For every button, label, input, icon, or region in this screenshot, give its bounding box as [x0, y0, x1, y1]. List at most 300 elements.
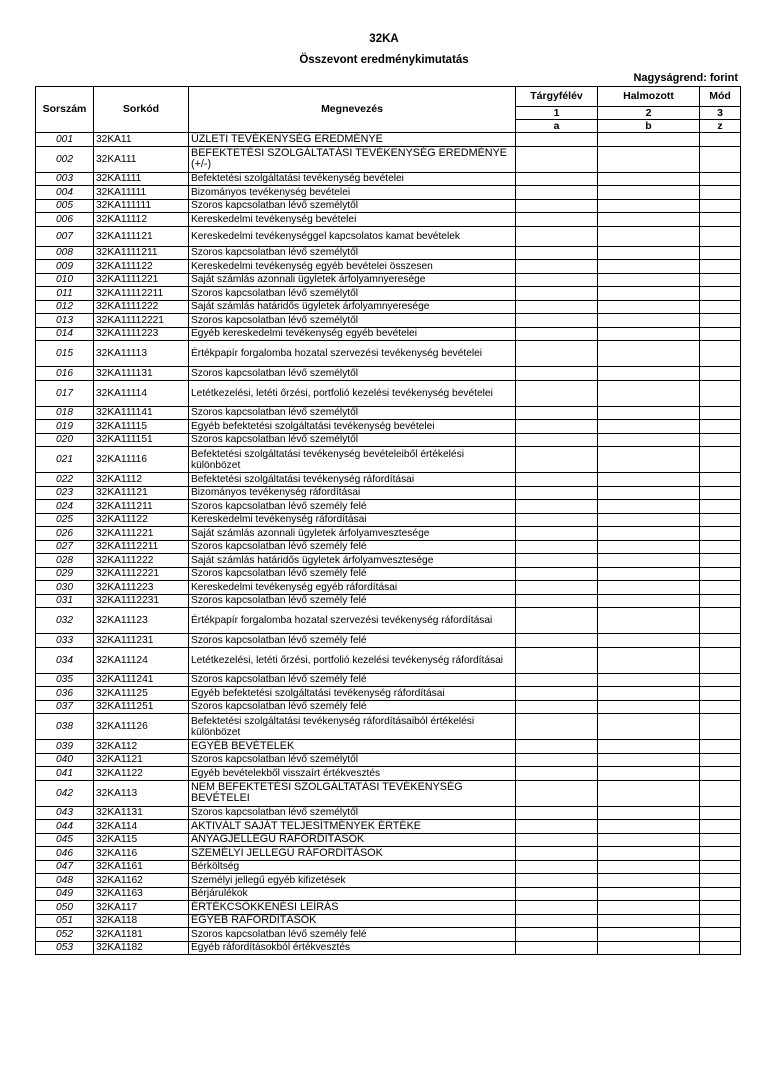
cell-mod — [700, 594, 741, 608]
cell-halmozott — [598, 860, 700, 874]
cell-halmozott — [598, 874, 700, 888]
table-row — [36, 874, 741, 888]
cell-mod — [700, 928, 741, 942]
cell-targyfelev — [516, 314, 598, 328]
cell-mod — [700, 287, 741, 301]
cell-targyfelev — [516, 327, 598, 341]
row-code: 32KA11114 — [94, 380, 189, 406]
row-code: 32KA11125 — [94, 687, 189, 701]
cell-mod — [700, 367, 741, 381]
cell-halmozott — [598, 673, 700, 687]
row-number: 006 — [36, 213, 94, 227]
table-row — [36, 433, 741, 447]
row-code: 32KA1161 — [94, 860, 189, 874]
cell-halmozott — [598, 473, 700, 487]
row-name: Bizományos tevékenység bevételei — [189, 186, 516, 200]
cell-mod — [700, 820, 741, 834]
table-row — [36, 226, 741, 246]
row-code: 32KA1163 — [94, 887, 189, 901]
row-name: Szoros kapcsolatban lévő személy felé — [189, 567, 516, 581]
table-row — [36, 300, 741, 314]
cell-halmozott — [598, 753, 700, 767]
row-number: 032 — [36, 608, 94, 634]
row-number: 001 — [36, 133, 94, 147]
row-name: Személyi jellegű egyéb kifizetések — [189, 874, 516, 888]
cell-mod — [700, 273, 741, 287]
cell-mod — [700, 327, 741, 341]
row-code: 32KA11115 — [94, 420, 189, 434]
cell-targyfelev — [516, 700, 598, 714]
row-name: Bérköltség — [189, 860, 516, 874]
cell-targyfelev — [516, 608, 598, 634]
cell-mod — [700, 780, 741, 806]
unit-label: Nagyságrend: forint — [633, 72, 738, 84]
cell-targyfelev — [516, 914, 598, 928]
table-row — [36, 473, 741, 487]
cell-halmozott — [598, 213, 700, 227]
cell-halmozott — [598, 941, 700, 955]
cell-mod — [700, 740, 741, 754]
row-number: 012 — [36, 300, 94, 314]
row-number: 041 — [36, 767, 94, 781]
row-code: 32KA112 — [94, 740, 189, 754]
table-row — [36, 780, 741, 806]
table-row — [36, 673, 741, 687]
cell-mod — [700, 186, 741, 200]
cell-targyfelev — [516, 172, 598, 186]
cell-targyfelev — [516, 567, 598, 581]
row-number: 020 — [36, 433, 94, 447]
table-row — [36, 341, 741, 367]
row-name: EGYÉB BEVÉTELEK — [189, 740, 516, 754]
row-code: 32KA111211 — [94, 500, 189, 514]
cell-mod — [700, 133, 741, 147]
row-name: Befektetési szolgáltatási tevékenység bevételeiből értékelési különbözet — [189, 447, 516, 473]
row-code: 32KA111 — [94, 146, 189, 172]
table-row — [36, 914, 741, 928]
row-number: 035 — [36, 673, 94, 687]
row-name: Befektetési szolgáltatási tevékenység ráfordításai — [189, 473, 516, 487]
row-code: 32KA111131 — [94, 367, 189, 381]
cell-halmozott — [598, 246, 700, 260]
row-number: 044 — [36, 820, 94, 834]
row-number: 023 — [36, 486, 94, 500]
row-number: 015 — [36, 341, 94, 367]
cell-halmozott — [598, 806, 700, 820]
cell-targyfelev — [516, 213, 598, 227]
cell-mod — [700, 527, 741, 541]
cell-mod — [700, 314, 741, 328]
cell-mod — [700, 172, 741, 186]
cell-mod — [700, 941, 741, 955]
table-row — [36, 901, 741, 915]
row-number: 017 — [36, 380, 94, 406]
row-name: Letétkezelési, letéti őrzési, portfolió kezelési tevékenység bevételei — [189, 380, 516, 406]
row-number: 033 — [36, 634, 94, 648]
row-name: Értékpapír forgalomba hozatal szervezési tevékenység ráfordításai — [189, 608, 516, 634]
cell-targyfelev — [516, 554, 598, 568]
cell-halmozott — [598, 133, 700, 147]
row-name: Bizományos tevékenység ráfordításai — [189, 486, 516, 500]
cell-halmozott — [598, 500, 700, 514]
row-code: 32KA11112221 — [94, 314, 189, 328]
row-name: Szoros kapcsolatban lévő személy felé — [189, 928, 516, 942]
row-number: 051 — [36, 914, 94, 928]
cell-mod — [700, 246, 741, 260]
row-number: 042 — [36, 780, 94, 806]
cell-mod — [700, 673, 741, 687]
cell-halmozott — [598, 700, 700, 714]
row-name: Szoros kapcsolatban lévő személy felé — [189, 634, 516, 648]
table-row — [36, 500, 741, 514]
report-title: Összevont eredménykimutatás — [299, 54, 469, 66]
table-row — [36, 634, 741, 648]
row-name: Szoros kapcsolatban lévő személytől — [189, 246, 516, 260]
row-number: 037 — [36, 700, 94, 714]
cell-mod — [700, 226, 741, 246]
cell-halmozott — [598, 714, 700, 740]
cell-halmozott — [598, 186, 700, 200]
cell-mod — [700, 806, 741, 820]
row-code: 32KA111222 — [94, 554, 189, 568]
row-name: BEFEKTETÉSI SZOLGÁLTATÁSI TEVÉKENYSÉG EREDMÉNYE (+/-) — [189, 146, 516, 172]
cell-targyfelev — [516, 447, 598, 473]
row-number: 002 — [36, 146, 94, 172]
row-number: 011 — [36, 287, 94, 301]
cell-halmozott — [598, 420, 700, 434]
row-number: 039 — [36, 740, 94, 754]
row-code: 32KA1181 — [94, 928, 189, 942]
table-row — [36, 753, 741, 767]
row-name: Saját számlás határidős ügyletek árfolyamvesztesége — [189, 554, 516, 568]
cell-mod — [700, 146, 741, 172]
row-code: 32KA111241 — [94, 673, 189, 687]
row-code: 32KA116 — [94, 847, 189, 861]
cell-targyfelev — [516, 486, 598, 500]
row-name: Szoros kapcsolatban lévő személytől — [189, 287, 516, 301]
cell-mod — [700, 341, 741, 367]
row-code: 32KA11113 — [94, 341, 189, 367]
row-number: 007 — [36, 226, 94, 246]
table-row — [36, 820, 741, 834]
cell-halmozott — [598, 146, 700, 172]
row-name: Szoros kapcsolatban lévő személytől — [189, 806, 516, 820]
table-row — [36, 887, 741, 901]
cell-halmozott — [598, 300, 700, 314]
row-number: 010 — [36, 273, 94, 287]
cell-halmozott — [598, 341, 700, 367]
cell-halmozott — [598, 594, 700, 608]
row-code: 32KA11122 — [94, 513, 189, 527]
row-number: 048 — [36, 874, 94, 888]
cell-halmozott — [598, 513, 700, 527]
row-number: 004 — [36, 186, 94, 200]
cell-targyfelev — [516, 634, 598, 648]
row-name: Szoros kapcsolatban lévő személy felé — [189, 500, 516, 514]
row-code: 32KA1112211 — [94, 540, 189, 554]
cell-targyfelev — [516, 133, 598, 147]
row-code: 32KA1111222 — [94, 300, 189, 314]
row-number: 028 — [36, 554, 94, 568]
table-row — [36, 380, 741, 406]
cell-mod — [700, 581, 741, 595]
header-halmozott: Halmozott — [598, 87, 700, 107]
row-code: 32KA111223 — [94, 581, 189, 595]
cell-halmozott — [598, 486, 700, 500]
row-code: 32KA1112231 — [94, 594, 189, 608]
cell-halmozott — [598, 833, 700, 847]
row-name: Szoros kapcsolatban lévő személy felé — [189, 700, 516, 714]
table-row — [36, 767, 741, 781]
cell-targyfelev — [516, 687, 598, 701]
table-row — [36, 246, 741, 260]
row-name: Egyéb ráfordításokból értékvesztés — [189, 941, 516, 955]
row-name: Értékpapír forgalomba hozatal szervezési tevékenység bevételei — [189, 341, 516, 367]
header-num-1: 1 — [516, 107, 598, 120]
cell-targyfelev — [516, 673, 598, 687]
row-code: 32KA111251 — [94, 700, 189, 714]
cell-targyfelev — [516, 780, 598, 806]
cell-halmozott — [598, 608, 700, 634]
table-row — [36, 367, 741, 381]
row-code: 32KA111221 — [94, 527, 189, 541]
cell-mod — [700, 513, 741, 527]
row-name: EGYÉB RÁFORDÍTÁSOK — [189, 914, 516, 928]
table-row — [36, 314, 741, 328]
cell-targyfelev — [516, 860, 598, 874]
row-code: 32KA11 — [94, 133, 189, 147]
row-number: 016 — [36, 367, 94, 381]
row-name: Szoros kapcsolatban lévő személytől — [189, 406, 516, 420]
row-code: 32KA1112221 — [94, 567, 189, 581]
header-letter-a: a — [516, 120, 598, 133]
cell-mod — [700, 500, 741, 514]
table-row — [36, 581, 741, 595]
cell-mod — [700, 647, 741, 673]
cell-halmozott — [598, 780, 700, 806]
cell-targyfelev — [516, 420, 598, 434]
row-name: Szoros kapcsolatban lévő személy felé — [189, 673, 516, 687]
row-code: 32KA1162 — [94, 874, 189, 888]
row-name: Befektetési szolgáltatási tevékenység bevételei — [189, 172, 516, 186]
table-row — [36, 740, 741, 754]
cell-mod — [700, 213, 741, 227]
row-number: 049 — [36, 887, 94, 901]
row-code: 32KA1111223 — [94, 327, 189, 341]
cell-targyfelev — [516, 500, 598, 514]
table-row — [36, 554, 741, 568]
row-number: 031 — [36, 594, 94, 608]
cell-mod — [700, 833, 741, 847]
cell-mod — [700, 406, 741, 420]
table-row — [36, 860, 741, 874]
row-code: 32KA1131 — [94, 806, 189, 820]
table-row — [36, 714, 741, 740]
table-row — [36, 847, 741, 861]
row-name: SZEMÉLYI JELLEGŰ RÁFORDÍTÁSOK — [189, 847, 516, 861]
row-name: Saját számlás határidős ügyletek árfolyamnyeresége — [189, 300, 516, 314]
cell-targyfelev — [516, 367, 598, 381]
cell-targyfelev — [516, 199, 598, 213]
row-code: 32KA118 — [94, 914, 189, 928]
table-row — [36, 146, 741, 172]
row-code: 32KA1112 — [94, 473, 189, 487]
row-number: 022 — [36, 473, 94, 487]
table-row — [36, 186, 741, 200]
row-number: 036 — [36, 687, 94, 701]
cell-halmozott — [598, 406, 700, 420]
header-num-3: 3 — [700, 107, 741, 120]
table-row — [36, 133, 741, 147]
cell-mod — [700, 700, 741, 714]
table-row — [36, 540, 741, 554]
row-number: 005 — [36, 199, 94, 213]
table-row — [36, 260, 741, 274]
cell-mod — [700, 447, 741, 473]
cell-mod — [700, 380, 741, 406]
row-name: Szoros kapcsolatban lévő személytől — [189, 199, 516, 213]
header-targyfelev: Tárgyfélév — [516, 87, 598, 107]
row-number: 003 — [36, 172, 94, 186]
cell-targyfelev — [516, 820, 598, 834]
header-sorkod: Sorkód — [94, 87, 189, 133]
table-row — [36, 833, 741, 847]
cell-mod — [700, 420, 741, 434]
table-row — [36, 806, 741, 820]
cell-targyfelev — [516, 513, 598, 527]
cell-halmozott — [598, 928, 700, 942]
row-name: Befektetési szolgáltatási tevékenység ráfordításaiból értékelési különbözet — [189, 714, 516, 740]
header-sorszam: Sorszám — [36, 87, 94, 133]
row-code: 32KA111122 — [94, 260, 189, 274]
cell-halmozott — [598, 172, 700, 186]
row-code: 32KA115 — [94, 833, 189, 847]
cell-targyfelev — [516, 928, 598, 942]
cell-halmozott — [598, 540, 700, 554]
table-row — [36, 406, 741, 420]
cell-targyfelev — [516, 186, 598, 200]
row-number: 045 — [36, 833, 94, 847]
cell-targyfelev — [516, 433, 598, 447]
row-code: 32KA11126 — [94, 714, 189, 740]
cell-mod — [700, 300, 741, 314]
cell-targyfelev — [516, 767, 598, 781]
cell-halmozott — [598, 767, 700, 781]
row-name: ÜZLETI TEVÉKENYSÉG EREDMÉNYE — [189, 133, 516, 147]
row-code: 32KA11116 — [94, 447, 189, 473]
cell-mod — [700, 847, 741, 861]
cell-halmozott — [598, 887, 700, 901]
row-name: Kereskedelmi tevékenység bevételei — [189, 213, 516, 227]
cell-targyfelev — [516, 406, 598, 420]
table-row — [36, 527, 741, 541]
cell-halmozott — [598, 687, 700, 701]
cell-halmozott — [598, 367, 700, 381]
cell-halmozott — [598, 226, 700, 246]
row-code: 32KA11123 — [94, 608, 189, 634]
cell-halmozott — [598, 260, 700, 274]
income-statement-table — [35, 86, 741, 955]
row-name: Kereskedelmi tevékenység egyéb bevételei összesen — [189, 260, 516, 274]
row-name: Szoros kapcsolatban lévő személytől — [189, 753, 516, 767]
row-code: 32KA1111 — [94, 172, 189, 186]
cell-mod — [700, 687, 741, 701]
row-number: 047 — [36, 860, 94, 874]
cell-mod — [700, 540, 741, 554]
cell-mod — [700, 714, 741, 740]
cell-targyfelev — [516, 581, 598, 595]
cell-mod — [700, 433, 741, 447]
row-number: 043 — [36, 806, 94, 820]
row-number: 030 — [36, 581, 94, 595]
cell-halmozott — [598, 554, 700, 568]
cell-targyfelev — [516, 740, 598, 754]
cell-halmozott — [598, 581, 700, 595]
row-name: Saját számlás azonnali ügyletek árfolyamvesztesége — [189, 527, 516, 541]
table-row — [36, 213, 741, 227]
cell-mod — [700, 486, 741, 500]
cell-targyfelev — [516, 341, 598, 367]
cell-mod — [700, 608, 741, 634]
cell-halmozott — [598, 901, 700, 915]
row-code: 32KA1122 — [94, 767, 189, 781]
table-row — [36, 687, 741, 701]
cell-targyfelev — [516, 647, 598, 673]
row-code: 32KA111151 — [94, 433, 189, 447]
cell-targyfelev — [516, 540, 598, 554]
cell-targyfelev — [516, 806, 598, 820]
table-row — [36, 941, 741, 955]
row-name: Kereskedelmi tevékenység egyéb ráfordításai — [189, 581, 516, 595]
row-number: 029 — [36, 567, 94, 581]
cell-targyfelev — [516, 714, 598, 740]
cell-targyfelev — [516, 226, 598, 246]
row-name: Szoros kapcsolatban lévő személy felé — [189, 540, 516, 554]
row-code: 32KA1111211 — [94, 246, 189, 260]
row-code: 32KA111111 — [94, 199, 189, 213]
cell-mod — [700, 473, 741, 487]
row-number: 040 — [36, 753, 94, 767]
row-number: 024 — [36, 500, 94, 514]
cell-targyfelev — [516, 260, 598, 274]
cell-targyfelev — [516, 887, 598, 901]
row-number: 038 — [36, 714, 94, 740]
row-name: AKTIVÁLT SAJÁT TELJESÍTMÉNYEK ÉRTÉKE — [189, 820, 516, 834]
table-body — [36, 133, 741, 955]
row-number: 021 — [36, 447, 94, 473]
cell-mod — [700, 860, 741, 874]
row-number: 053 — [36, 941, 94, 955]
cell-mod — [700, 914, 741, 928]
cell-mod — [700, 874, 741, 888]
row-code: 32KA11112211 — [94, 287, 189, 301]
row-code: 32KA113 — [94, 780, 189, 806]
table-row — [36, 287, 741, 301]
table-row — [36, 486, 741, 500]
cell-targyfelev — [516, 753, 598, 767]
cell-halmozott — [598, 327, 700, 341]
cell-mod — [700, 554, 741, 568]
row-name: Egyéb befektetési szolgáltatási tevékenység bevételei — [189, 420, 516, 434]
row-name: Kereskedelmi tevékenységgel kapcsolatos kamat bevételek — [189, 226, 516, 246]
row-number: 027 — [36, 540, 94, 554]
cell-targyfelev — [516, 941, 598, 955]
row-code: 32KA1121 — [94, 753, 189, 767]
row-name: ANYAGJELLEGŰ RÁFORDÍTÁSOK — [189, 833, 516, 847]
table-row — [36, 567, 741, 581]
cell-targyfelev — [516, 287, 598, 301]
cell-mod — [700, 753, 741, 767]
